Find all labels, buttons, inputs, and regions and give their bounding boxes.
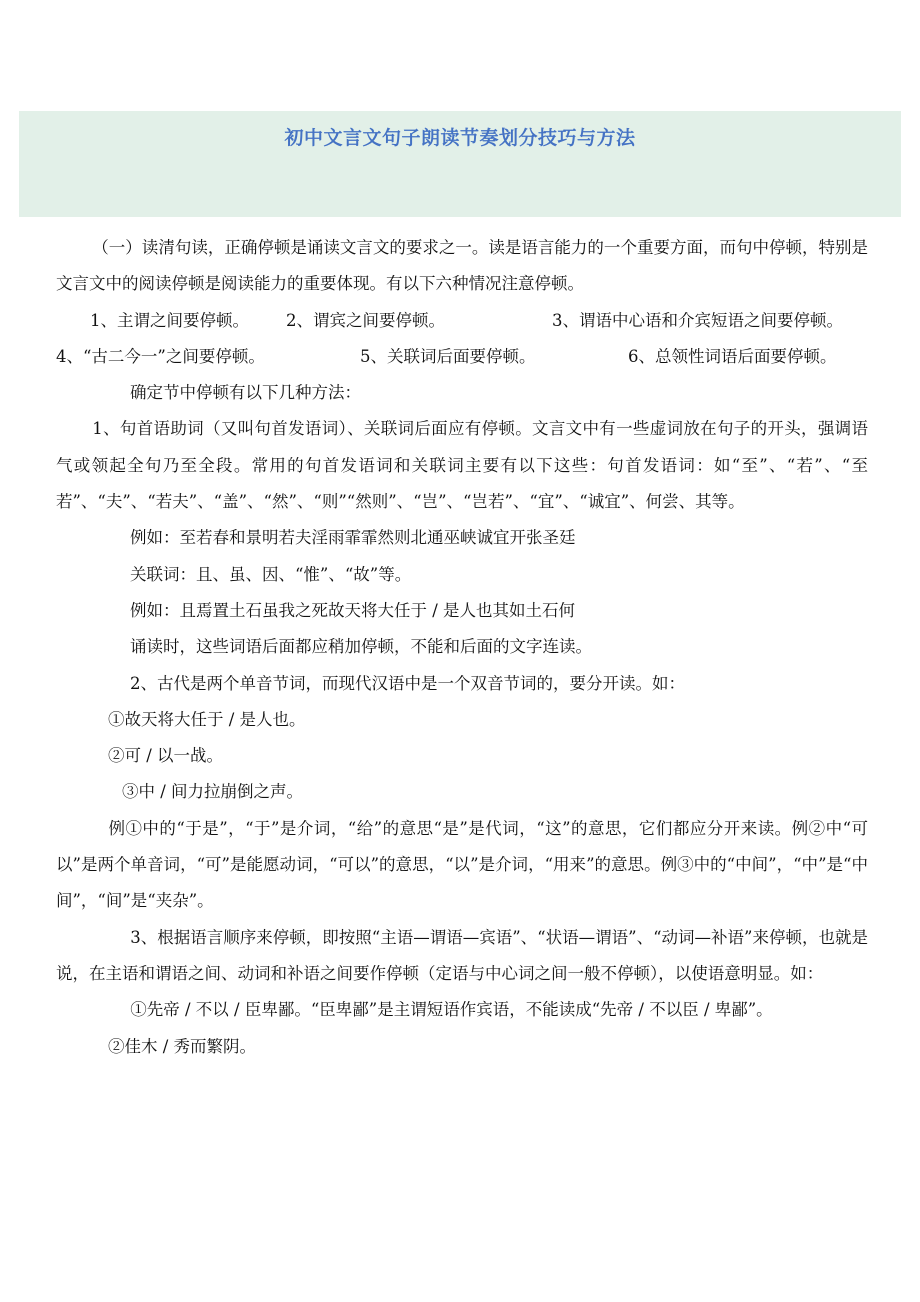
method-3-example-1: ①先帝 / 不以 / 臣卑鄙。“臣卑鄙”是主谓短语作宾语，不能读成“先帝 / 不以臣 / 卑鄙”。 bbox=[130, 1000, 773, 1020]
case-2: 2、谓宾之间要停顿。 bbox=[286, 310, 445, 330]
intro-paragraph: （一）读清句读，正确停顿是诵读文言文的要求之一。读是语言能力的一个重要方面，而句中停顿，特别是文言文中的阅读停顿是阅读能力的重要体现。有以下六种情况注意停顿。 bbox=[56, 238, 868, 294]
case-4: 4、“古二今一”之间要停顿。 bbox=[56, 346, 265, 366]
document-body bbox=[56, 230, 868, 1065]
method-1-example-2: 例如：且焉置土石虽我之死故天将大任于 / 是人也其如土石何 bbox=[130, 600, 576, 620]
method-2-explanation bbox=[56, 811, 868, 920]
cases-row-2 bbox=[56, 339, 868, 375]
method-1-note: 诵读时，这些词语后面都应稍加停顿，不能和后面的文字连读。 bbox=[130, 637, 592, 657]
method-2: 2、古代是两个单音节词，而现代汉语中是一个双音节词的，要分开读。如： bbox=[130, 673, 685, 693]
method-3-example-2: ②佳木 / 秀而繁阴。 bbox=[108, 1036, 257, 1056]
method-1-example-1: 例如：至若春和景明若夫淫雨霏霏然则北通巫峡诚宜开张圣廷 bbox=[130, 528, 576, 548]
method-1: 1、句首语助词（又叫句首发语词）、关联词后面应有停顿。文言文中有一些虚词放在句子的开头，强调语气或领起全句乃至全段。常用的句首发语词和关联词主要有以下这些：句首发语词：如“至”、“若”、“至若”、“夫”、“若夫”、“盖”、“然”、“则”“然则”、“岂”、“岂若”、“宜”、“诚宜”、何尝、其等。 bbox=[56, 419, 868, 512]
methods-intro: 确定节中停顿有以下几种方法： bbox=[130, 383, 361, 403]
method-2-example-1: ①故天将大任于 / 是人也。 bbox=[108, 709, 306, 729]
case-3: 3、谓语中心语和介宾短语之间要停顿。 bbox=[552, 310, 843, 330]
method-3: 3、根据语言顺序来停顿，即按照“主语—谓语—宾语”、“状语—谓语”、“动词—补语”来停顿，也就是说，在主语和谓语之间、动词和补语之间要作停顿（定语与中心词之间一般不停顿），以使语意明显。如： bbox=[56, 927, 868, 983]
method-2-example-3: ③中 / 间力拉崩倒之声。 bbox=[122, 782, 304, 802]
case-5: 5、关联词后面要停顿。 bbox=[360, 346, 536, 366]
page-title: 初中文言文句子朗读节奏划分技巧与方法 bbox=[284, 127, 636, 149]
case-6: 6、总领性词语后面要停顿。 bbox=[628, 346, 837, 366]
case-1: 1、主谓之间要停顿。 bbox=[90, 310, 249, 330]
cases-row-1 bbox=[56, 303, 868, 339]
method-2-example-2: ②可 / 以一战。 bbox=[108, 746, 224, 766]
method-2-explanation-text: 例①中的“于是”，“于”是介词，“给”的意思“是”是代词，“这”的意思，它们都应分开来读。例②中“可以”是两个单音词，“可”是能愿动词，“可以”的意思，“以”是介词，“用来”的意思。例③中的“中间”，“中”是“中间”，“间”是“夹杂”。 bbox=[56, 818, 868, 911]
method-1-relational-words: 关联词：且、虽、因、“惟”、“故”等。 bbox=[130, 564, 412, 584]
